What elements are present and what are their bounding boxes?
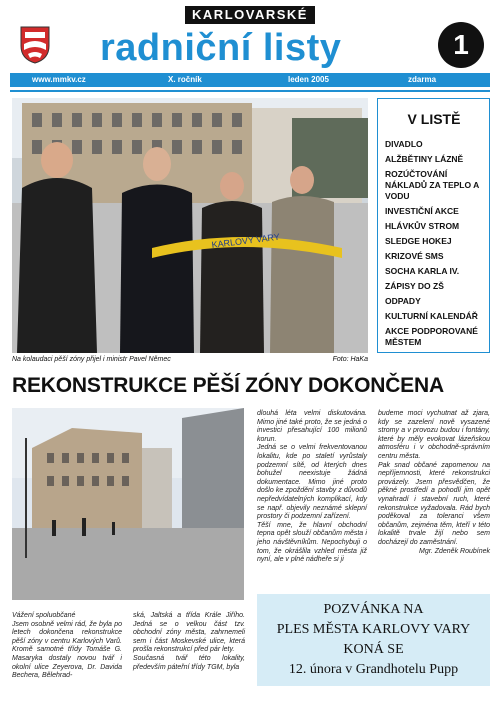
invitation-line: KONÁ SE — [343, 642, 404, 657]
sidebar-list — [385, 139, 483, 348]
invitation-line: POZVÁNKA NA — [323, 602, 424, 617]
ribbon-cutting-photo — [12, 98, 368, 353]
sidebar-item[interactable]: INVESTIČNÍ AKCE — [385, 206, 459, 216]
pedestrian-zone-photo — [12, 408, 244, 600]
article-signature: Mgr. Zdeněk Roubínek — [419, 547, 490, 555]
sidebar-item[interactable]: HLÁVKŮV STROM — [385, 221, 460, 231]
volume-label: X. ročník — [168, 75, 202, 84]
article-text: budeme moci vychutnat až zjara, kdy se zazelení nově vysazené stromy a v provozu budou i fontány, které by měly evokovat lázeňskou atmosféru i v obchodně-správním centru města. Pak snad občané zapomenou na nepříjemnosti, které rekonstrukci provázely. Jsem přesvědčen, že pěkné prostředí a pohodlí jim opět vynahradí i stavební ruch, které rekonstrukce vyžadovala. Rád bych poděkoval za toleranci všem občanům, zejména těm, kteří v této lokalitě trvale žijí nebo sem docházejí do zaměstnání. — [378, 410, 490, 546]
sidebar-heading: V LISTĚ — [407, 111, 461, 127]
invitation-line: PLES MĚSTA KARLOVY VARY — [276, 622, 471, 637]
sidebar-item[interactable]: ZÁPISY DO ZŠ — [385, 281, 444, 291]
photo-credit: Foto: HaKa — [332, 356, 368, 363]
article-text: ská, Jaltská a třída Krále Jiřího. Jedná se o velkou část tzv. obchodní zóny města, zahrnemeli sem i část Moskevské ulice, která prošla rekonstrukcí před pár lety. Současná tvář této lokality, především páteřní třídy TGM, byla — [133, 612, 245, 671]
sidebar-item[interactable]: KULTURNÍ KALENDÁŘ — [385, 311, 478, 321]
masthead-title: radniční listy — [100, 27, 342, 69]
invitation-line: 12. února v Grandhotelu Pupp — [288, 662, 459, 677]
ball-invitation-box — [257, 594, 490, 686]
sidebar-item[interactable]: ALŽBĚTINY LÁZNĚ — [385, 154, 464, 164]
issue-number-badge: 1 — [438, 22, 484, 68]
article-column-4 — [378, 410, 490, 556]
divider — [10, 90, 490, 92]
photo-caption — [12, 356, 368, 363]
sidebar-item[interactable]: DIVADLO — [385, 139, 423, 149]
article-text: dlouhá léta velmi diskutována. Mimo jiné také proto, že se jedná o investici přesahující 100 milionů korun. Jedná se o velmi frekventovanou lokalitu, kde po staletí vyrůstaly podzemní sítě, od kterých dnes bohužel neexistuje žádná dokumentace. Mimo jiné proto došlo ke zpoždění stavby z důvodů nepředvídatelných komplikací, kdy se např. objevily neznámé sklepní prostory či podzemní zařízení. Těší mne, že hlavní obchodní tepna opět slouží občanům města i jeho návštěvníkům. Nepochybuji o tom, že okrášlila vzhled města již nyní, ale v plné nádheře si ji — [257, 410, 367, 564]
article-column-3 — [257, 410, 367, 565]
article-text: Vážení spoluobčané Jsem osobně velmi rád, že byla po letech dokončena rekonstrukce pěší zóny v centru Karlových Varů. Kromě samotné třídy Tomáše G. Masaryka dostaly novou tvář i okolní ulice Zeyerova, Dr. Davida Bechera, Bělehrad- — [12, 612, 122, 680]
article-column-2 — [133, 612, 245, 672]
sidebar-item[interactable]: AKCE PODPOROVANÉ MĚSTEM — [385, 326, 478, 347]
article-headline: REKONSTRUKCE PĚŠÍ ZÓNY DOKONČENA — [12, 374, 444, 397]
article-column-1 — [12, 612, 122, 681]
sidebar-item[interactable]: SLEDGE HOKEJ — [385, 236, 452, 246]
date-label: leden 2005 — [288, 75, 329, 84]
ribbon-text: KARLOVY VARY — [211, 231, 281, 250]
info-bar — [10, 73, 490, 87]
price-label: zdarma — [408, 75, 437, 84]
city-coat-of-arms-icon — [20, 26, 50, 64]
sidebar-item[interactable]: SOCHA KARLA IV. — [385, 266, 460, 276]
photo-caption-text: Na kolaudaci pěší zóny přijel i ministr Pavel Němec — [12, 356, 171, 363]
sidebar-item[interactable]: KRIZOVÉ SMS — [385, 251, 444, 261]
website-link[interactable]: www.mmkv.cz — [32, 75, 86, 84]
sidebar-item[interactable]: ODPADY — [385, 296, 421, 306]
masthead-supertitle: KARLOVARSKÉ — [185, 6, 315, 24]
in-this-issue-box — [377, 98, 490, 353]
sidebar-item[interactable]: ROZÚČTOVÁNÍ NÁKLADŮ ZA TEPLO A VODU — [385, 169, 479, 201]
